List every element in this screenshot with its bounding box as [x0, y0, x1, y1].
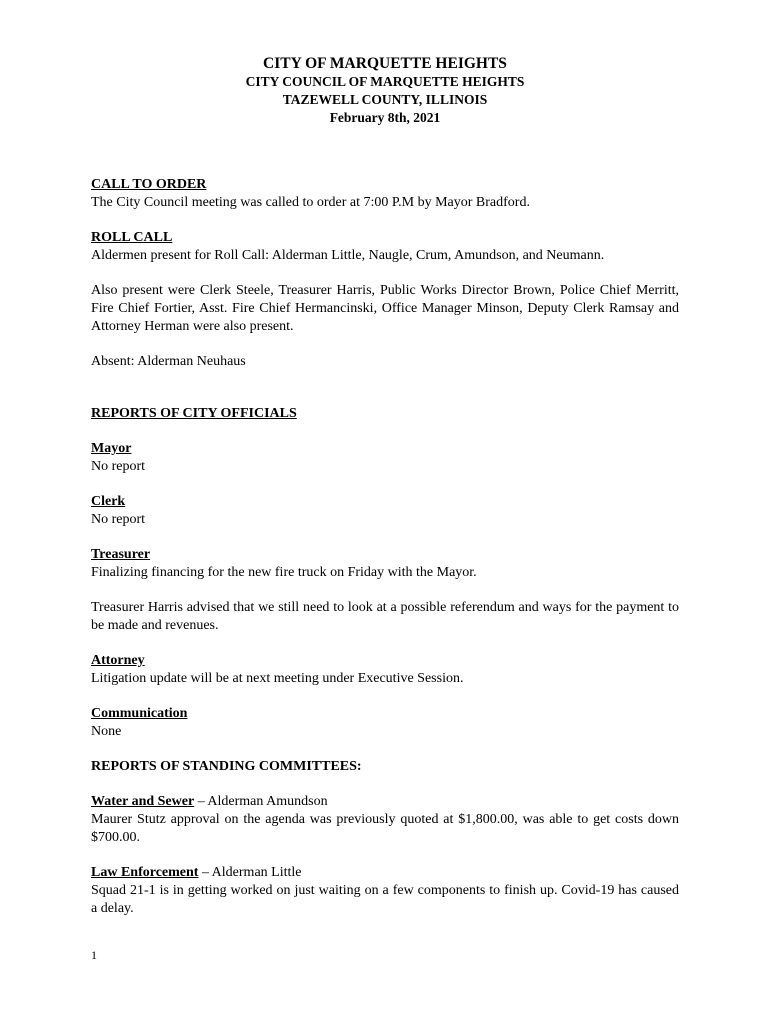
water-sewer-member: – Alderman Amundson [194, 794, 328, 809]
page-number: 1 [91, 948, 97, 962]
treasurer-text-2: Treasurer Harris advised that we still need to look at a possible referendum and ways for the payment to be made and revenues. [91, 600, 679, 633]
roll-call-heading: ROLL CALL [91, 230, 173, 245]
law-enforcement-line [91, 864, 679, 882]
call-to-order-heading: CALL TO ORDER [91, 177, 207, 192]
city-title: CITY OF MARQUETTE HEIGHTS [263, 55, 507, 72]
document-header [0, 54, 770, 127]
law-enforcement-heading: Law Enforcement [91, 865, 199, 880]
mayor-heading: Mayor [91, 441, 132, 456]
call-to-order-text: The City Council meeting was called to order at 7:00 P.M by Mayor Bradford. [91, 195, 530, 210]
law-enforcement-text: Squad 21-1 is in getting worked on just waiting on a few components to finish up. Covid-19 has caused a delay. [91, 883, 679, 916]
attorney-heading: Attorney [91, 653, 145, 668]
law-enforcement-member: – Alderman Little [198, 865, 302, 880]
council-title: CITY COUNCIL OF MARQUETTE HEIGHTS [245, 74, 525, 89]
roll-call-absent: Absent: Alderman Neuhaus [91, 354, 246, 369]
standing-committees-heading: REPORTS OF STANDING COMMITTEES: [91, 759, 362, 774]
clerk-heading: Clerk [91, 494, 126, 509]
water-sewer-text: Maurer Stutz approval on the agenda was previously quoted at $1,800.00, was able to get costs down $700.00. [91, 812, 679, 845]
attorney-text: Litigation update will be at next meeting under Executive Session. [91, 671, 464, 686]
water-sewer-line [91, 793, 679, 811]
communication-text: None [91, 724, 122, 739]
treasurer-text-1: Finalizing financing for the new fire truck on Friday with the Mayor. [91, 565, 477, 580]
treasurer-heading: Treasurer [91, 547, 151, 562]
county-title: TAZEWELL COUNTY, ILLINOIS [282, 92, 488, 107]
meeting-date: February 8th, 2021 [329, 110, 441, 125]
clerk-text: No report [91, 512, 146, 527]
minutes-body [91, 176, 679, 918]
communication-heading: Communication [91, 706, 188, 721]
roll-call-also-present: Also present were Clerk Steele, Treasurer Harris, Public Works Director Brown, Police Chief Merritt, Fire Chief Fortier, Asst. Fire Chief Hermancinski, Office Manager Minson, Deputy Clerk Ramsay and Attorney Herman were also present. [91, 283, 679, 334]
mayor-text: No report [91, 459, 146, 474]
city-officials-heading: REPORTS OF CITY OFFICIALS [91, 406, 297, 421]
roll-call-present: Aldermen present for Roll Call: Alderman Little, Naugle, Crum, Amundson, and Neumann. [91, 248, 605, 263]
water-sewer-heading: Water and Sewer [91, 794, 195, 809]
